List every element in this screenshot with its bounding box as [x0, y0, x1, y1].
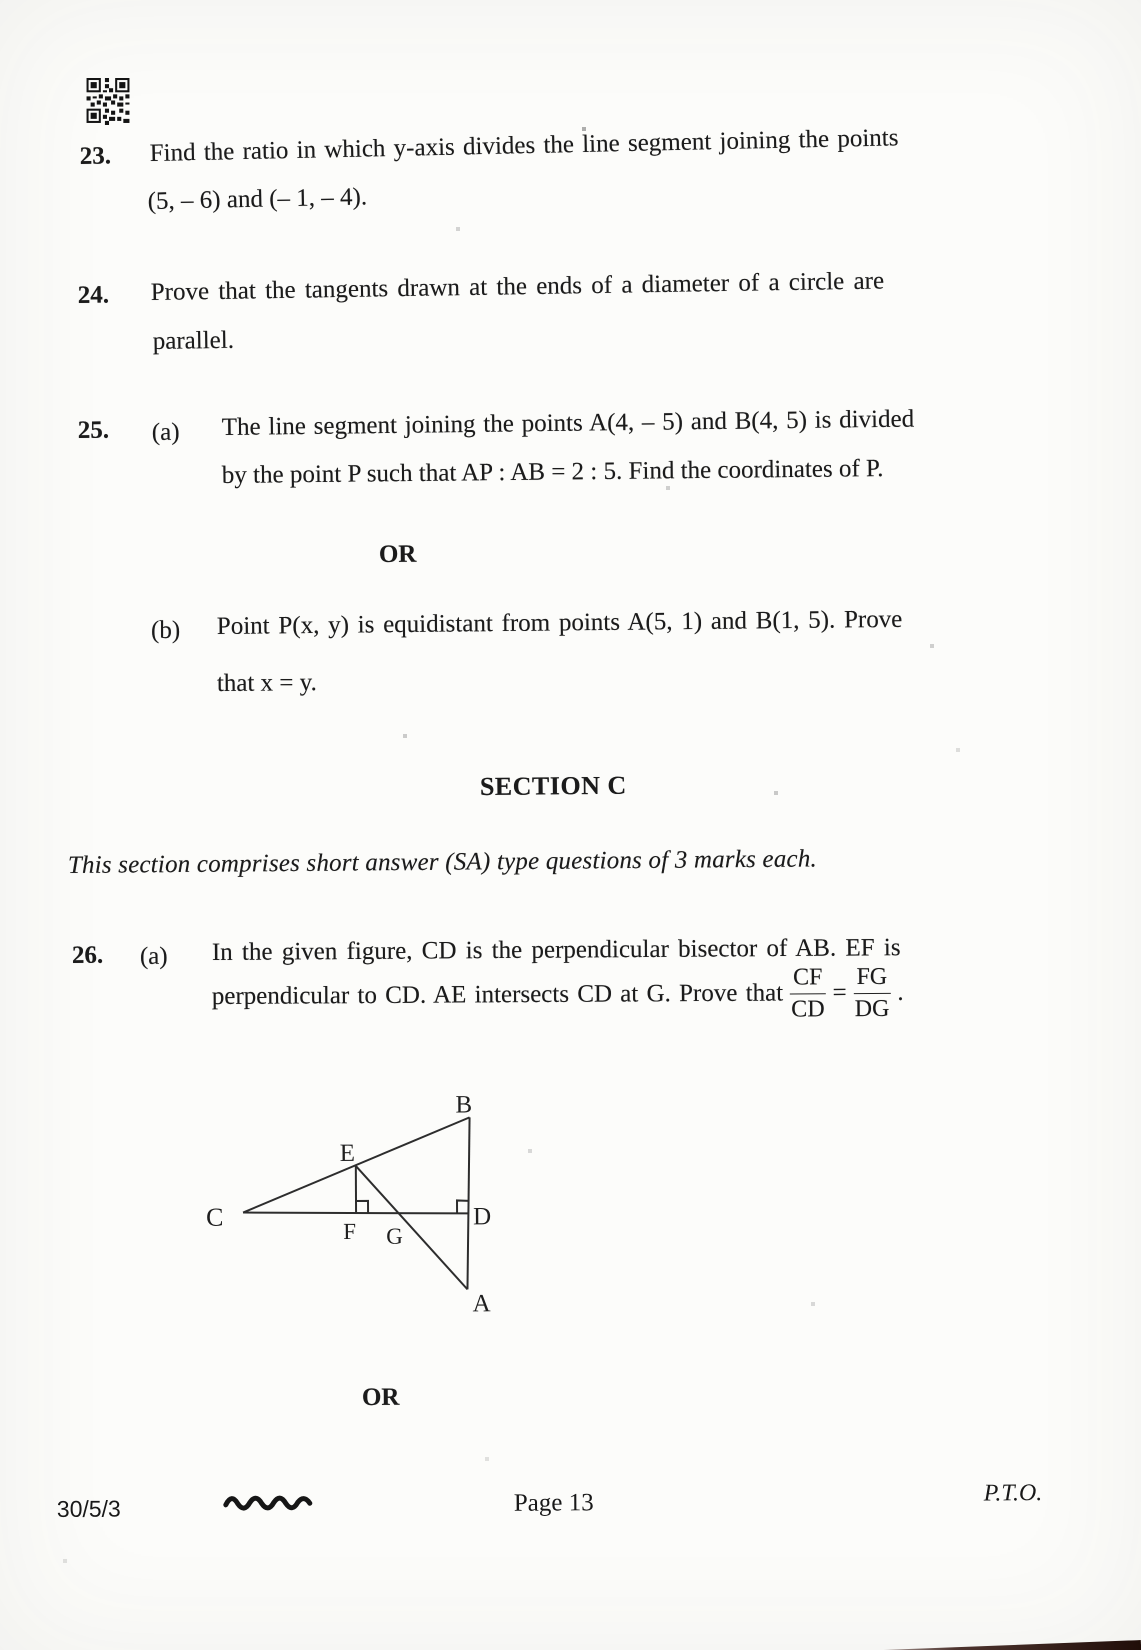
- figure-label-g: G: [386, 1223, 403, 1249]
- fraction-cf-numerator: CF: [790, 965, 826, 994]
- squiggle-mark: [222, 1493, 322, 1512]
- line-ea: [356, 1165, 468, 1290]
- section-c-heading: SECTION C: [479, 770, 627, 802]
- figure-label-c: C: [206, 1202, 224, 1232]
- page-footer: [57, 1480, 1067, 1531]
- question-24-line1: Prove that the tangents drawn at the ends of a diameter of a circle are: [150, 267, 885, 307]
- question-24-number: 24.: [77, 281, 110, 310]
- question-23-line1: Find the ratio in which y-axis divides the line segment joining the points: [149, 124, 899, 168]
- scan-artifact-bar: [855, 1640, 1141, 1650]
- question-26-or-separator: OR: [361, 1383, 400, 1411]
- question-25-part-b-label: (b): [151, 617, 181, 644]
- figure-label-b: B: [455, 1091, 473, 1119]
- question-24-line2: parallel.: [152, 326, 235, 356]
- figure-label-d: D: [473, 1203, 492, 1231]
- question-25a-line2: by the point P such that AP : AB = 2 : 5. Find the coordinates of P.: [221, 455, 884, 490]
- page-number: Page 13: [513, 1489, 594, 1517]
- question-25-or-separator: OR: [378, 540, 417, 569]
- fraction-cd-denominator: CD: [791, 996, 825, 1023]
- right-angle-mark-f: [356, 1201, 368, 1213]
- fraction-fg-numerator: FG: [853, 965, 890, 994]
- question-25b-line2: that x = y.: [216, 669, 317, 698]
- question-26-part-a-label: (a): [139, 942, 168, 971]
- question-25-number: 25.: [77, 416, 110, 445]
- right-angle-mark-d: [457, 1200, 469, 1213]
- line-ba: [467, 1117, 471, 1289]
- figure-label-a: A: [472, 1290, 491, 1318]
- fraction-dg-denominator: DG: [854, 995, 890, 1023]
- question-26-line1: In the given figure, CD is the perpendicular bisector of AB. EF is: [211, 934, 901, 966]
- figure-label-e: E: [339, 1139, 356, 1168]
- question-25-part-a-label: (a): [151, 418, 180, 447]
- question-26-line2-text: perpendicular to CD. AE intersects CD at G. Prove that: [211, 979, 784, 1011]
- paper-code: 30/5/3: [56, 1495, 121, 1523]
- question-25b-line1: Point P(x, y) is equidistant from points A(5, 1) and B(1, 5). Prove: [216, 605, 903, 641]
- sentence-period: .: [897, 979, 904, 1007]
- fraction-fg-dg: [853, 965, 890, 1022]
- question-23-number: 23.: [79, 142, 112, 171]
- question-23-line2: (5, – 6) and (– 1, – 4).: [147, 183, 368, 216]
- equals-sign: =: [832, 979, 847, 1007]
- section-c-intro: This section comprises short answer (SA) type questions of 3 marks each.: [67, 845, 818, 880]
- question-25a-line1: The line segment joining the points A(4, – 5) and B(4, 5) is divided: [221, 405, 915, 442]
- pto-label: P.T.O.: [983, 1480, 1043, 1507]
- scan-specks: [0, 0, 2, 2]
- fraction-cf-cd: [790, 965, 826, 1022]
- geometry-figure: [189, 1074, 510, 1326]
- figure-label-f: F: [343, 1218, 357, 1245]
- question-26-line2: [212, 965, 904, 1026]
- qr-code: [86, 78, 130, 125]
- question-26-number: 26.: [71, 941, 104, 970]
